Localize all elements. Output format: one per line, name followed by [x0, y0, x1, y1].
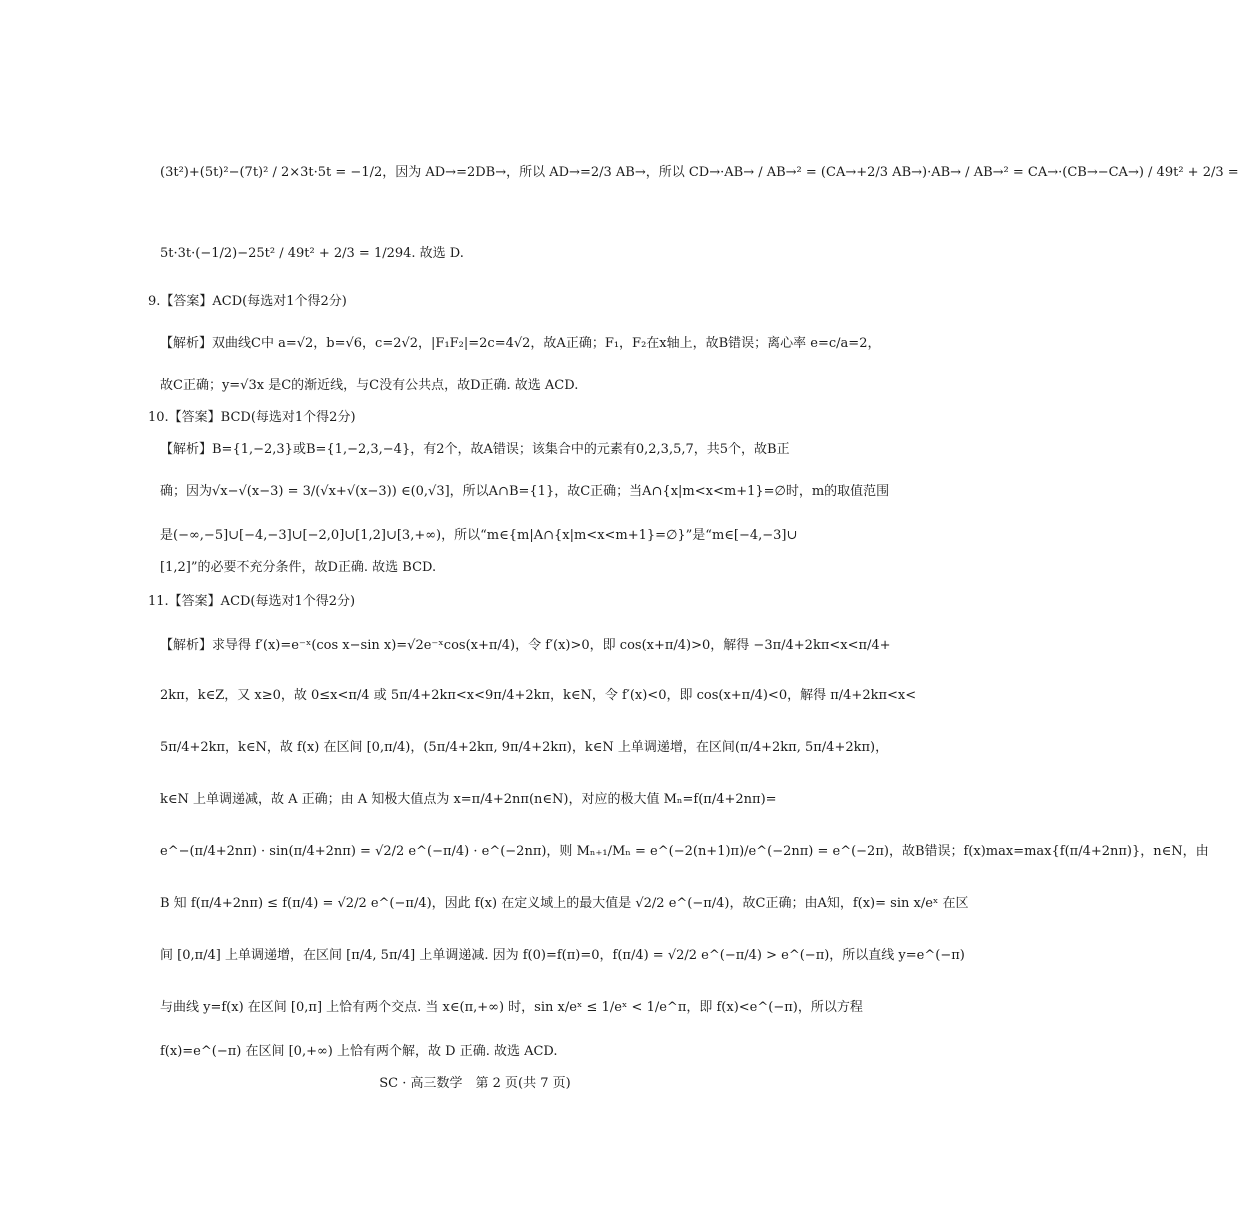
solution-line-1: (3t²)+(5t)²−(7t)² / 2×3t·5t = −1/2，因为 AD→=2DB→，所以 AD→=2/3 AB→，所以 CD→·AB→ / AB→² = (CA→+2/3 AB→)·AB→ / AB→² = CA→·(CB→−CA→) / 49t² + 2/3 =: [160, 165, 1239, 180]
analysis-q11-line-7: 间 [0,π/4] 上单调递增，在区间 [π/4, 5π/4] 上单调递减. 因为 f(0)=f(π)=0，f(π/4) = √2/2 e^(−π/4) > e^(−π)，所以直线 y=e^(−π): [160, 948, 965, 963]
answer-heading-q11: 11.【答案】ACD(每选对1个得2分): [148, 594, 356, 609]
analysis-q11-line-5: e^−(π/4+2nπ) · sin(π/4+2nπ) = √2/2 e^(−π/4) · e^(−2nπ)，则 Mₙ₊₁/Mₙ = e^(−2(n+1)π)/e^(−2nπ) = e^(−2π)，故B错误；f(x)max=max{f(π/4+2nπ)}，n∈N，由: [160, 844, 1209, 859]
page-footer: SC · 高三数学 第 2 页(共 7 页): [379, 1076, 571, 1091]
analysis-q10-line-1: 【解析】B={1,−2,3}或B={1,−2,3,−4}，有2个，故A错误；该集合中的元素有0,2,3,5,7，共5个，故B正: [160, 442, 790, 457]
solution-line-2: 5t·3t·(−1/2)−25t² / 49t² + 2/3 = 1/294. 故选 D.: [160, 246, 464, 261]
analysis-q9-line-1: 【解析】双曲线C中 a=√2，b=√6，c=2√2，|F₁F₂|=2c=4√2，故A正确；F₁，F₂在x轴上，故B错误；离心率 e=c/a=2，: [160, 336, 881, 351]
analysis-q11-line-1: 【解析】求导得 f′(x)=e⁻ˣ(cos x−sin x)=√2e⁻ˣcos(x+π/4)，令 f′(x)>0，即 cos(x+π/4)>0，解得 −3π/4+2kπ<x<π/4+: [160, 638, 891, 653]
answer-heading-q10: 10.【答案】BCD(每选对1个得2分): [148, 410, 356, 425]
analysis-q10-line-2: 确；因为√x−√(x−3) = 3/(√x+√(x−3)) ∈(0,√3]，所以A∩B={1}，故C正确；当A∩{x|m<x<m+1}=∅时，m的取值范围: [160, 484, 890, 499]
analysis-q11-line-6: B 知 f(π/4+2nπ) ≤ f(π/4) = √2/2 e^(−π/4)，因此 f(x) 在定义域上的最大值是 √2/2 e^(−π/4)，故C正确；由A知，f(x)= sin x/eˣ 在区: [160, 896, 969, 911]
answer-heading-q9: 9.【答案】ACD(每选对1个得2分): [148, 294, 347, 309]
analysis-q11-line-9: f(x)=e^(−π) 在区间 [0,+∞) 上恰有两个解，故 D 正确. 故选 ACD.: [160, 1044, 558, 1059]
analysis-q11-line-2: 2kπ，k∈Z，又 x≥0，故 0≤x<π/4 或 5π/4+2kπ<x<9π/4+2kπ，k∈N，令 f′(x)<0，即 cos(x+π/4)<0，解得 π/4+2kπ<x<: [160, 688, 917, 703]
analysis-q10-line-4: [1,2]”的必要不充分条件，故D正确. 故选 BCD.: [160, 560, 437, 575]
analysis-q9-line-2: 故C正确；y=√3x 是C的渐近线，与C没有公共点，故D正确. 故选 ACD.: [160, 378, 579, 393]
analysis-q11-line-8: 与曲线 y=f(x) 在区间 [0,π] 上恰有两个交点. 当 x∈(π,+∞) 时，sin x/eˣ ≤ 1/eˣ < 1/e^π，即 f(x)<e^(−π)，所以方程: [160, 1000, 863, 1015]
analysis-q11-line-4: k∈N 上单调递减，故 A 正确；由 A 知极大值点为 x=π/4+2nπ(n∈N)，对应的极大值 Mₙ=f(π/4+2nπ)=: [160, 792, 777, 807]
analysis-q10-line-3: 是(−∞,−5]∪[−4,−3]∪[−2,0]∪[1,2]∪[3,+∞)，所以“m∈{m|A∩{x|m<x<m+1}=∅}”是“m∈[−4,−3]∪: [160, 528, 798, 543]
analysis-q11-line-3: 5π/4+2kπ，k∈N，故 f(x) 在区间 [0,π/4)，(5π/4+2kπ, 9π/4+2kπ)，k∈N 上单调递增，在区间(π/4+2kπ, 5π/4+2kπ)，: [160, 740, 889, 755]
